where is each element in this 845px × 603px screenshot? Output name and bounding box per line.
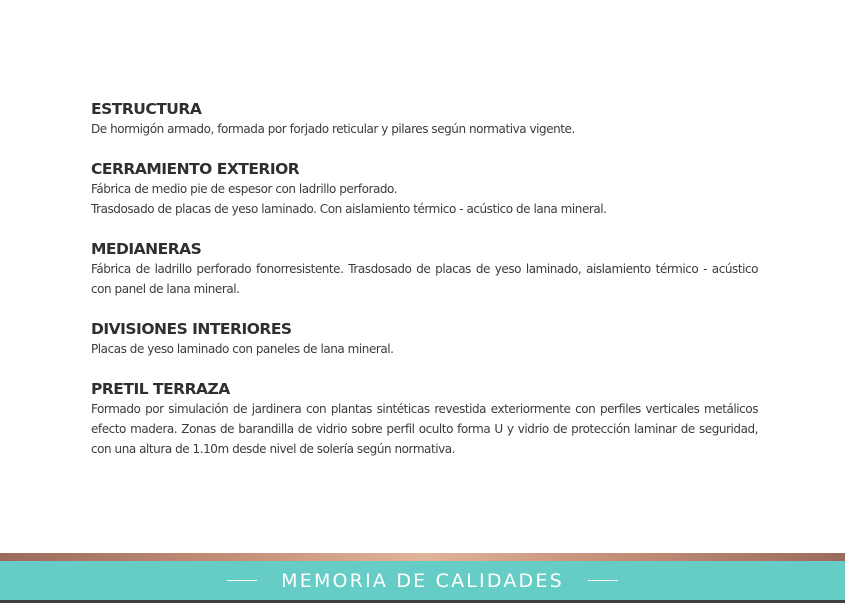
section-heading: PRETIL TERRAZA [91,380,230,398]
section-estructura [91,99,758,139]
footer-title: MEMORIA DE CALIDADES [281,569,564,592]
copper-divider-bar [0,553,845,561]
document-body [91,99,758,479]
section-heading: ESTRUCTURA [91,100,202,118]
section-text: Fábrica de ladrillo perforado fonorresistente. Trasdosado de placas de yeso laminado, aislamiento térmico - acústico con panel de lana mineral. [91,262,758,296]
section-pretil-terraza [91,379,758,459]
footer-right-rule [588,580,618,581]
section-heading: CERRAMIENTO EXTERIOR [91,160,300,178]
section-heading: DIVISIONES INTERIORES [91,320,292,338]
section-text: Formado por simulación de jardinera con plantas sintéticas revestida exteriormente con perfiles verticales metálicos efecto madera. Zonas de barandilla de vidrio sobre perfil oculto forma U y vidrio de protección laminar de seguridad, con una altura de 1.10m desde nivel de solería según normativa. [91,402,758,456]
section-divisiones-interiores [91,319,758,359]
footer-left-rule [227,580,257,581]
section-cerramiento-exterior [91,159,758,219]
section-text: Placas de yeso laminado con paneles de lana mineral. [91,342,394,356]
section-medianeras [91,239,758,299]
section-text: Trasdosado de placas de yeso laminado. Con aislamiento térmico - acústico de lana mineral. [91,202,607,216]
section-text: Fábrica de medio pie de espesor con ladrillo perforado. [91,182,398,196]
section-heading: MEDIANERAS [91,240,202,258]
section-text: De hormigón armado, formada por forjado reticular y pilares según normativa vigente. [91,122,575,136]
footer-banner [0,561,845,600]
